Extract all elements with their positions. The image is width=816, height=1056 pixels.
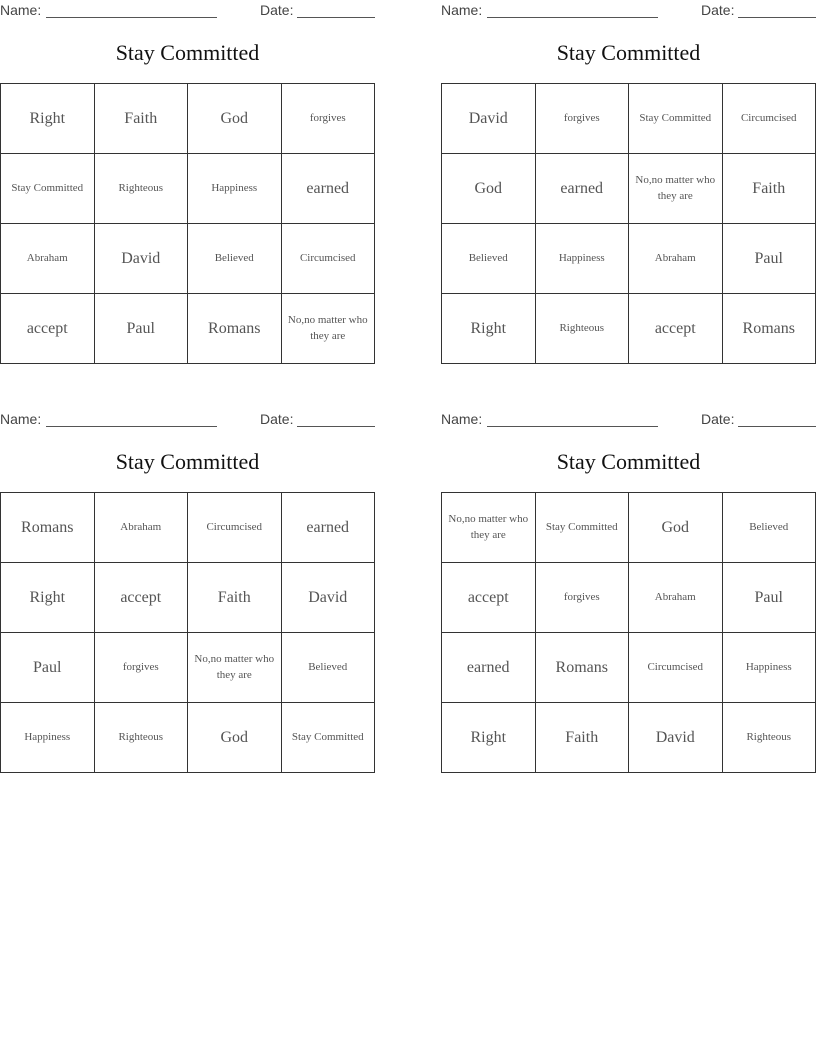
- grid-cell: Faith: [94, 84, 188, 154]
- name-blank-line: [487, 426, 658, 427]
- grid-cell: accept: [94, 563, 188, 633]
- grid-cell: Righteous: [535, 294, 629, 364]
- grid-cell: earned: [281, 493, 375, 563]
- grid-cell: Right: [1, 563, 95, 633]
- name-label: Name:: [441, 2, 483, 18]
- grid-row: [442, 154, 816, 224]
- grid-cell: Believed: [188, 224, 282, 294]
- grid-cell: Happiness: [188, 154, 282, 224]
- date-blank-line: [297, 17, 375, 18]
- grid-cell: Believed: [722, 493, 816, 563]
- grid-cell: David: [629, 703, 723, 773]
- grid-cell: Righteous: [94, 703, 188, 773]
- grid-cell: Stay Committed: [629, 84, 723, 154]
- grid-row: [442, 294, 816, 364]
- grid-cell: Righteous: [94, 154, 188, 224]
- grid-cell: Happiness: [1, 703, 95, 773]
- card-header: [441, 0, 816, 22]
- grid-cell: Right: [442, 294, 536, 364]
- grid-row: [1, 703, 375, 773]
- grid-cell: Believed: [281, 633, 375, 703]
- grid-row: [442, 84, 816, 154]
- grid-cell: Circumcised: [281, 224, 375, 294]
- grid-cell: God: [442, 154, 536, 224]
- bingo-grid: [0, 83, 375, 364]
- grid-cell: Circumcised: [188, 493, 282, 563]
- grid-row: [1, 563, 375, 633]
- name-label: Name:: [0, 411, 42, 427]
- date-blank-line: [738, 426, 816, 427]
- grid-row: [1, 294, 375, 364]
- date-blank-line: [738, 17, 816, 18]
- grid-cell: Faith: [722, 154, 816, 224]
- grid-cell: No,no matter who they are: [281, 294, 375, 364]
- grid-row: [1, 633, 375, 703]
- grid-cell: No,no matter who they are: [442, 493, 536, 563]
- grid-row: [1, 154, 375, 224]
- bingo-card: [0, 409, 375, 746]
- grid-row: [1, 84, 375, 154]
- card-title: Stay Committed: [556, 40, 701, 65]
- grid-cell: Circumcised: [722, 84, 816, 154]
- grid-cell: Believed: [442, 224, 536, 294]
- grid-cell: Romans: [722, 294, 816, 364]
- grid-cell: Stay Committed: [281, 703, 375, 773]
- grid-cell: Happiness: [535, 224, 629, 294]
- grid-cell: Paul: [1, 633, 95, 703]
- date-blank-line: [297, 426, 375, 427]
- grid-row: [442, 633, 816, 703]
- card-header: [0, 409, 375, 431]
- grid-cell: accept: [1, 294, 95, 364]
- bingo-grid: [0, 492, 375, 773]
- grid-cell: forgives: [281, 84, 375, 154]
- grid-cell: Abraham: [629, 224, 723, 294]
- grid-cell: God: [188, 84, 282, 154]
- grid-cell: Paul: [722, 563, 816, 633]
- grid-row: [442, 563, 816, 633]
- grid-row: [442, 493, 816, 563]
- grid-cell: No,no matter who they are: [629, 154, 723, 224]
- card-header: [0, 0, 375, 22]
- grid-cell: accept: [629, 294, 723, 364]
- grid-cell: forgives: [535, 563, 629, 633]
- grid-row: [1, 224, 375, 294]
- grid-cell: Paul: [722, 224, 816, 294]
- grid-cell: Faith: [535, 703, 629, 773]
- grid-cell: Right: [442, 703, 536, 773]
- grid-cell: Stay Committed: [1, 154, 95, 224]
- grid-row: [442, 224, 816, 294]
- grid-cell: No,no matter who they are: [188, 633, 282, 703]
- date-label: Date:: [260, 2, 294, 18]
- date-label: Date:: [701, 2, 735, 18]
- grid-cell: Right: [1, 84, 95, 154]
- card-title: Stay Committed: [556, 449, 701, 474]
- name-label: Name:: [441, 411, 483, 427]
- bingo-card: [441, 409, 816, 746]
- date-label: Date:: [260, 411, 294, 427]
- grid-cell: Paul: [94, 294, 188, 364]
- grid-cell: earned: [535, 154, 629, 224]
- grid-row: [442, 703, 816, 773]
- name-blank-line: [46, 17, 217, 18]
- grid-cell: Faith: [188, 563, 282, 633]
- grid-row: [1, 493, 375, 563]
- name-blank-line: [487, 17, 658, 18]
- grid-cell: forgives: [535, 84, 629, 154]
- grid-cell: Abraham: [94, 493, 188, 563]
- grid-cell: Abraham: [629, 563, 723, 633]
- bingo-grid: [441, 492, 816, 773]
- grid-cell: God: [629, 493, 723, 563]
- grid-cell: earned: [281, 154, 375, 224]
- grid-cell: Abraham: [1, 224, 95, 294]
- grid-cell: forgives: [94, 633, 188, 703]
- grid-cell: David: [94, 224, 188, 294]
- grid-cell: accept: [442, 563, 536, 633]
- grid-cell: Romans: [535, 633, 629, 703]
- grid-cell: Happiness: [722, 633, 816, 703]
- grid-cell: God: [188, 703, 282, 773]
- grid-cell: Romans: [188, 294, 282, 364]
- grid-cell: Circumcised: [629, 633, 723, 703]
- grid-cell: Righteous: [722, 703, 816, 773]
- grid-cell: David: [442, 84, 536, 154]
- grid-cell: Romans: [1, 493, 95, 563]
- card-header: [441, 409, 816, 431]
- name-blank-line: [46, 426, 217, 427]
- card-title: Stay Committed: [115, 40, 260, 65]
- date-label: Date:: [701, 411, 735, 427]
- bingo-card: [0, 0, 375, 342]
- name-label: Name:: [0, 2, 42, 18]
- card-title: Stay Committed: [115, 449, 260, 474]
- bingo-card: [441, 0, 816, 337]
- bingo-grid: [441, 83, 816, 364]
- grid-cell: Stay Committed: [535, 493, 629, 563]
- grid-cell: earned: [442, 633, 536, 703]
- grid-cell: David: [281, 563, 375, 633]
